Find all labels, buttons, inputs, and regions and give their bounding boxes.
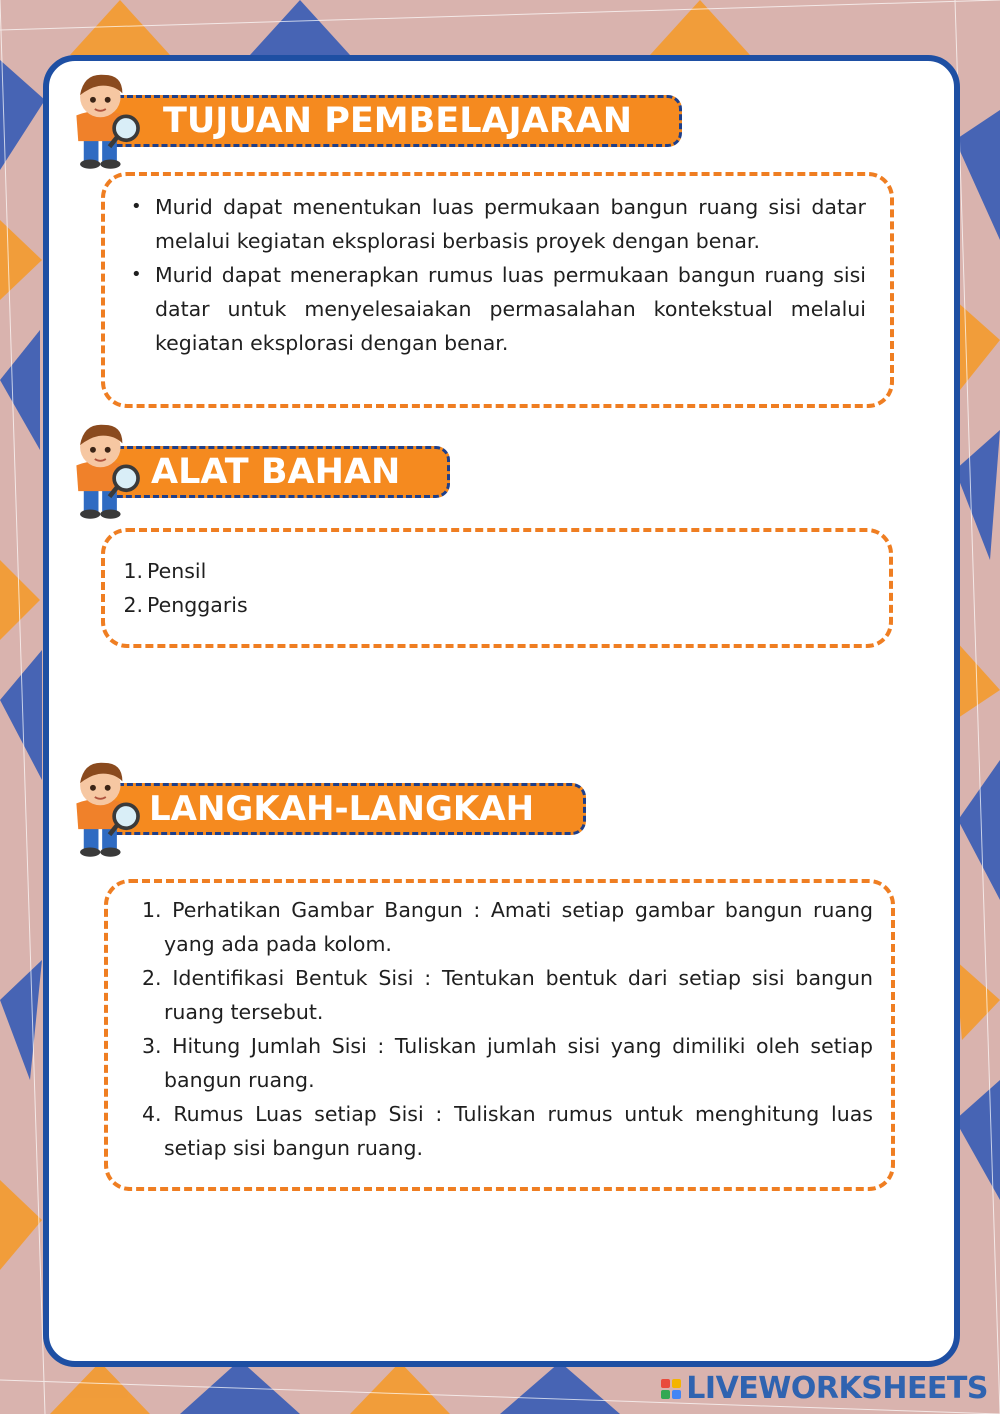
boy-magnifier-mascot-icon: [58, 66, 150, 174]
section-title: LANGKAH-LANGKAH: [108, 783, 586, 835]
list-item: • Murid dapat menerapkan rumus luas permukaan bangun ruang sisi datar untuk menyelesaiakan permasalahan kontekstual melalui kegiatan eksplorasi dengan benar.: [131, 258, 866, 360]
list-item: 1. Perhatikan Gambar Bangun : Amati setiap gambar bangun ruang yang ada pada kolom.: [142, 898, 873, 956]
tujuan-box: [101, 172, 894, 408]
alat-box: [101, 528, 893, 648]
boy-magnifier-mascot-icon: [58, 416, 150, 524]
alat-list: [121, 554, 869, 622]
list-item: 2. Identifikasi Bentuk Sisi : Tentukan bentuk dari setiap sisi bangun ruang tersebut.: [142, 966, 873, 1024]
item-number: 1.: [123, 559, 143, 583]
list-item: [121, 588, 869, 622]
item-number: 2.: [123, 593, 143, 617]
item-text: Pensil: [147, 559, 207, 583]
list-item: 3. Hitung Jumlah Sisi : Tuliskan jumlah sisi yang dimiliki oleh setiap bangun ruang.: [142, 1034, 873, 1092]
list-item: 4. Rumus Luas setiap Sisi : Tuliskan rumus untuk menghitung luas setiap sisi bangun ruang.: [142, 1102, 873, 1160]
langkah-box: [104, 879, 895, 1191]
item-text: Penggaris: [147, 593, 248, 617]
boy-magnifier-mascot-icon: [58, 754, 150, 862]
section-title: ALAT BAHAN: [108, 446, 450, 498]
liveworksheets-watermark[interactable]: [661, 1371, 988, 1406]
tujuan-list: [131, 190, 866, 360]
section-title: TUJUAN PEMBELAJARAN: [108, 95, 682, 147]
list-item: [121, 554, 869, 588]
list-item: • Murid dapat menentukan luas permukaan bangun ruang sisi datar melalui kegiatan eksplorasi berbasis proyek dengan benar.: [131, 190, 866, 258]
langkah-list: [142, 893, 873, 1165]
liveworksheets-logo-icon: [661, 1379, 681, 1399]
watermark-text: LIVEWORKSHEETS: [686, 1371, 988, 1406]
